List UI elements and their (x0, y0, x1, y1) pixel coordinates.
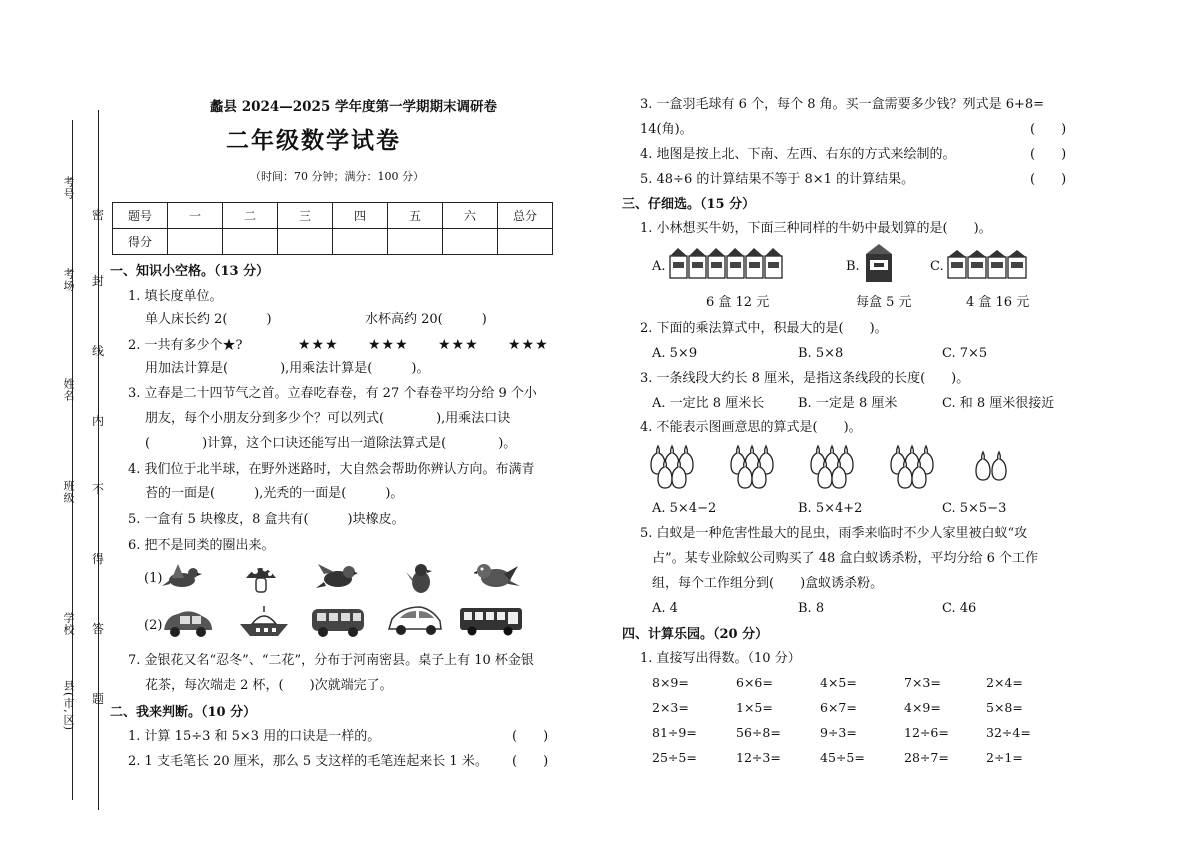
s2-q4: 4. 地图是按上北、下南、左西、右东的方式来绘制的。 (640, 147, 956, 162)
seal-char: 密 (91, 208, 104, 222)
car-icon (386, 603, 444, 639)
score-cell[interactable] (498, 229, 553, 255)
s3-q5b: 占”。某专业除蚁公司购买了 48 盒白蚁诱杀粉，平均分给 6 个工作 (652, 551, 1038, 566)
calc-item: 4×9= (904, 700, 941, 715)
star-group: ★★★ (368, 337, 409, 353)
s1-q1: 1. 填长度单位。 (128, 289, 223, 304)
s1-q3a: 3. 立春是二十四节气之首。立春吃春卷，有 27 个春卷平均分给 9 个小 (128, 386, 537, 401)
score-cell[interactable] (168, 229, 223, 255)
s3-q4: 4. 不能表示图画意思的算式是( )。 (640, 420, 862, 435)
s1-q4b: 苔的一面是( ),光秃的一面是( )。 (145, 486, 404, 501)
s3-q3: 3. 一条线段大约长 8 厘米，是指这条线段的长度( )。 (640, 371, 970, 386)
exam-info: （时间：70 分钟；满分：100 分） (250, 170, 424, 183)
bird-icon (474, 558, 520, 594)
milk-boxes-icon (668, 246, 788, 280)
calc-item: 6×6= (736, 675, 773, 690)
bus-icon (310, 605, 366, 639)
calc-item: 2÷1= (986, 750, 1023, 765)
option: A. 5×9 (652, 346, 698, 361)
calc-item: 25÷5= (652, 750, 697, 765)
calc-item: 45÷5= (820, 750, 865, 765)
s3-q1: 1. 小林想买牛奶，下面三种同样的牛奶中最划算的是( )。 (640, 221, 992, 236)
option: C. 和 8 厘米很接近 (942, 396, 1055, 411)
binding-label-exam-room: 考场 (62, 268, 75, 292)
score-cell[interactable] (443, 229, 498, 255)
boat-icon (238, 604, 290, 640)
s4-q1: 1. 直接写出得数。（10 分） (640, 651, 801, 666)
answer-blank[interactable]: ( ) (512, 729, 549, 744)
s2-q5: 5. 48÷6 的计算结果不等于 8×1 的计算结果。 (640, 172, 915, 187)
s1-q5: 5. 一盒有 5 块橡皮，8 盒共有( )块橡皮。 (128, 512, 405, 527)
seal-char: 内 (91, 414, 104, 428)
s1-q2: 2. 一共有多少个★? (128, 338, 243, 353)
s3-q5c: 组，每个工作组分到( )盒蚁诱杀粉。 (652, 576, 884, 591)
option: C. 46 (942, 601, 977, 616)
bird-icon (404, 560, 438, 596)
s1-q6: 6. 把不是同类的圈出来。 (128, 538, 275, 553)
s1-q3c: ( )计算，这个口诀还能写出一道除法算式是( )。 (145, 436, 517, 451)
exam-subject: 二年级数学试卷 (226, 127, 401, 154)
answer-blank[interactable]: ( ) (1030, 172, 1067, 187)
option-label: B. (846, 259, 860, 274)
score-header: 五 (388, 203, 443, 229)
s1-q4a: 4. 我们位于北半球，在野外迷路时，大自然会帮助你辨认方向。布满青 (128, 462, 535, 477)
seal-char: 封 (91, 274, 104, 288)
q6-row2-label: (2) (144, 618, 163, 633)
calc-item: 28÷7= (904, 750, 949, 765)
option: A. 4 (652, 601, 678, 616)
answer-blank[interactable]: ( ) (512, 754, 549, 769)
bird-icon (162, 560, 202, 594)
exam-title: 蠡县 2024—2025 学年度第一学期期末调研卷 (210, 99, 498, 115)
score-cell[interactable] (223, 229, 278, 255)
calc-item: 6×7= (820, 700, 857, 715)
section1-heading: 一、知识小空格。（13 分） (110, 264, 270, 279)
s1-q1b: 水杯高约 20( ) (365, 312, 487, 327)
s1-q1a: 单人床长约 2( ) (145, 312, 272, 327)
calc-item: 1×5= (736, 700, 773, 715)
calc-item: 56÷8= (736, 725, 781, 740)
binding-label-school: 学校 (62, 612, 75, 636)
calc-item: 2×4= (986, 675, 1023, 690)
option: B. 一定是 8 厘米 (798, 396, 898, 411)
calc-item: 7×3= (904, 675, 941, 690)
bird-icon (316, 560, 358, 594)
seal-char: 答 (91, 622, 104, 636)
option: B. 5×4+2 (798, 501, 863, 516)
calc-item: 2×3= (652, 700, 689, 715)
s2-q3b: 14(角)。 (640, 122, 693, 137)
car-icon (160, 606, 216, 640)
score-header: 六 (443, 203, 498, 229)
score-header: 二 (223, 203, 278, 229)
milk-boxes-icon (946, 248, 1030, 280)
score-header: 四 (333, 203, 388, 229)
seal-char: 不 (91, 482, 104, 496)
score-header: 题号 (113, 203, 168, 229)
milk-box-icon (862, 242, 896, 284)
score-cell[interactable] (388, 229, 443, 255)
binding-label-class: 班级 (62, 480, 75, 504)
calc-item: 81÷9= (652, 725, 697, 740)
calc-item: 8×9= (652, 675, 689, 690)
calc-item: 4×5= (820, 675, 857, 690)
price-label: 4 盒 16 元 (966, 295, 1030, 310)
answer-blank[interactable]: ( ) (1030, 122, 1067, 137)
s2-q3a: 3. 一盒羽毛球有 6 个，每个 8 角。买一盒需要多少钱？列式是 6+8= (640, 97, 1045, 112)
s1-q7a: 7. 金银花又名“忍冬”、“二花”，分布于河南密县。桌子上有 10 杯金银 (128, 653, 534, 668)
star-group: ★★★ (508, 337, 549, 353)
seal-char: 线 (91, 344, 104, 358)
score-header: 一 (168, 203, 223, 229)
calc-item: 32÷4= (986, 725, 1031, 740)
score-header: 总分 (498, 203, 553, 229)
calc-item: 9÷3= (820, 725, 857, 740)
binding-label-name: 姓名 (62, 378, 75, 402)
binding-label-exam-no: 考号 (62, 176, 75, 200)
bus-icon (458, 605, 524, 637)
pears-illustration (650, 444, 1050, 494)
s1-q3b: 朋友，每个小朋友分到多少个？可以列式( ),用乘法口诀 (145, 411, 511, 426)
price-label: 每盒 5 元 (856, 295, 912, 310)
option-label: C. (930, 259, 944, 274)
option: A. 5×4−2 (652, 501, 717, 516)
calc-item: 12÷3= (736, 750, 781, 765)
option: A. 一定比 8 厘米长 (652, 396, 765, 411)
binding-label-county: 县(市,区) (62, 680, 75, 732)
star-group: ★★★ (438, 337, 479, 353)
q6-row1-label: (1) (144, 571, 163, 586)
score-cell[interactable] (278, 229, 333, 255)
section4-heading: 四、计算乐园。（20 分） (622, 627, 769, 642)
score-row-label: 得分 (113, 229, 168, 255)
s1-q7b: 花茶，每次端走 2 杯，( )次就端完了。 (145, 678, 393, 693)
s3-q5a: 5. 白蚁是一种危害性最大的昆虫，雨季来临时不少人家里被白蚁“攻 (640, 526, 1028, 541)
calc-item: 12÷6= (904, 725, 949, 740)
answer-blank[interactable]: ( ) (1030, 147, 1067, 162)
section3-heading: 三、仔细选。（15 分） (622, 197, 756, 212)
mushroom-icon (243, 560, 279, 596)
star-group: ★★★ (298, 337, 339, 353)
s2-q1: 1. 计算 15÷3 和 5×3 用的口诀是一样的。 (128, 729, 381, 744)
option-label: A. (652, 259, 666, 274)
section2-heading: 二、我来判断。（10 分） (110, 705, 257, 720)
s1-q2b: 用加法计算是( ),用乘法计算是( )。 (145, 361, 430, 376)
s3-q2: 2. 下面的乘法算式中，积最大的是( )。 (640, 321, 888, 336)
option: C. 7×5 (942, 346, 988, 361)
option: B. 5×8 (798, 346, 844, 361)
option: C. 5×5−3 (942, 501, 1007, 516)
option: B. 8 (798, 601, 825, 616)
calc-item: 5×8= (986, 700, 1023, 715)
score-header: 三 (278, 203, 333, 229)
seal-char: 得 (91, 552, 104, 566)
score-table (112, 202, 553, 255)
s2-q2: 2. 1 支毛笔长 20 厘米，那么 5 支这样的毛笔连起来长 1 米。 (128, 754, 488, 769)
score-cell[interactable] (333, 229, 388, 255)
seal-char: 题 (91, 692, 104, 706)
price-label: 6 盒 12 元 (706, 295, 770, 310)
